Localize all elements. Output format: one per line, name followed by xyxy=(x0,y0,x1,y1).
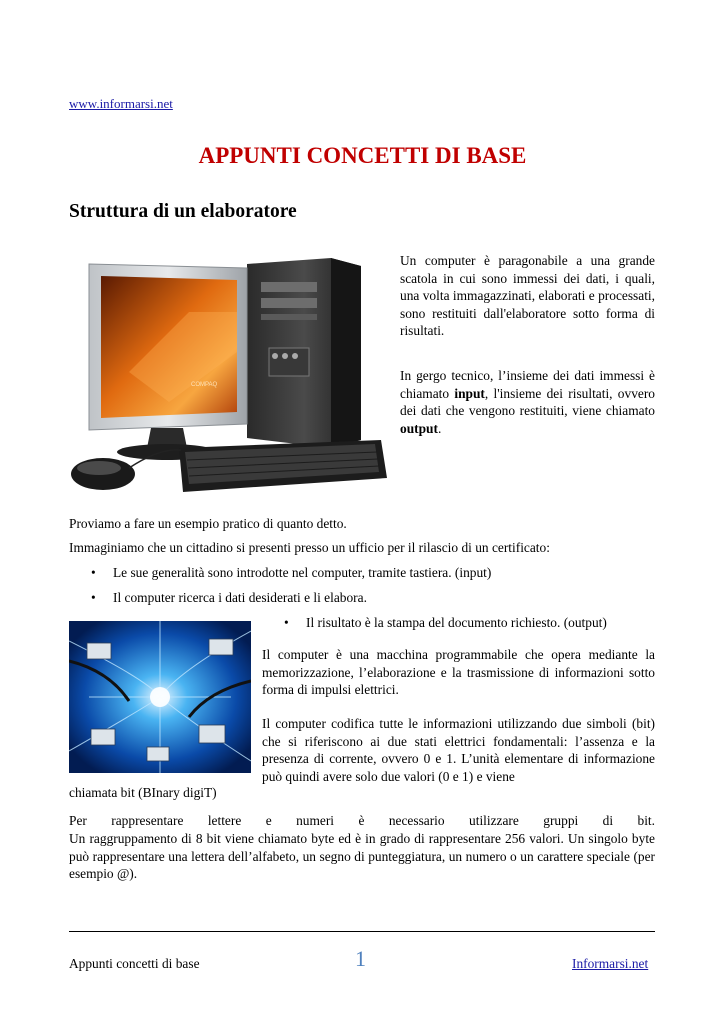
section-heading: Struttura di un elaboratore xyxy=(69,201,297,222)
bullet-dot: • xyxy=(91,590,96,605)
bytes-first-line: Per rappresentare lettere e numeri è necessario utilizzare gruppi di bit. xyxy=(69,813,655,828)
bullet-dot: • xyxy=(284,615,289,630)
header-site-link[interactable]: www.informarsi.net xyxy=(69,96,173,111)
network-illustration-image xyxy=(69,621,251,773)
term-output: output xyxy=(400,420,438,436)
intro-paragraph-1: Un computer è paragonabile a una grande scatola in cui sono immessi dei dati, i quali, una volta immagazzinati, elaborati e processati, sono restituiti dall'elaboratore sotto forma di risultati. xyxy=(400,253,655,339)
example-scenario-line: Immaginiamo che un cittadino si presenti presso un ufficio per il rilascio di un certificato: xyxy=(69,540,550,555)
intro-paragraph-2: In gergo tecnico, l’insieme dei dati immessi è chiamato input, l'insieme dei risultati, ovvero dei dati che vengono restituiti, viene chiamato output. xyxy=(400,368,655,436)
desktop-computer-image xyxy=(69,252,389,508)
footer-site-link[interactable]: Informarsi.net xyxy=(572,956,649,971)
footer-divider xyxy=(69,931,655,932)
page-number: 1 xyxy=(355,946,366,971)
bullet-item: • Le sue generalità sono introdotte nel computer, tramite tastiera. (input) xyxy=(91,565,492,580)
machine-paragraph-2: Il computer codifica tutte le informazioni utilizzando due simboli (bit) che si riferiscono ai due stati elettrici fondamentali: l’assenza e la presenza di corrente, ovvero 0 e 1. L’unità elementare di informazione può quindi avere solo due valori (0 e 1) e viene xyxy=(262,716,655,784)
term-input: input xyxy=(454,385,485,401)
bytes-paragraph: Un raggruppamento di 8 bit viene chiamato byte ed è in grado di rappresentare 256 valori. Un singolo byte può rappresentare una lettera dell’alfabeto, un segno di punteggiatura, un numero o un carattere speciale (per esempio @). xyxy=(69,831,655,882)
machine-paragraph-1: Il computer è una macchina programmabile che opera mediante la memorizzazione, l’elaborazione e la trasmissione di informazioni sotto forma di impulsi elettrici. xyxy=(262,647,655,698)
footer-document-title: Appunti concetti di base xyxy=(69,956,200,971)
machine-paragraph-2-tail: chiamata bit (BInary digiT) xyxy=(69,785,217,800)
bullet-item: • Il computer ricerca i dati desiderati e li elabora. xyxy=(91,590,367,605)
svg-text:COMPAQ: COMPAQ xyxy=(191,382,218,388)
bullet-dot: • xyxy=(91,565,96,580)
bullet-item: • Il risultato è la stampa del documento richiesto. (output) xyxy=(284,615,607,630)
page-title: APPUNTI CONCETTI DI BASE xyxy=(198,143,527,168)
example-intro-line: Proviamo a fare un esempio pratico di quanto detto. xyxy=(69,516,347,531)
